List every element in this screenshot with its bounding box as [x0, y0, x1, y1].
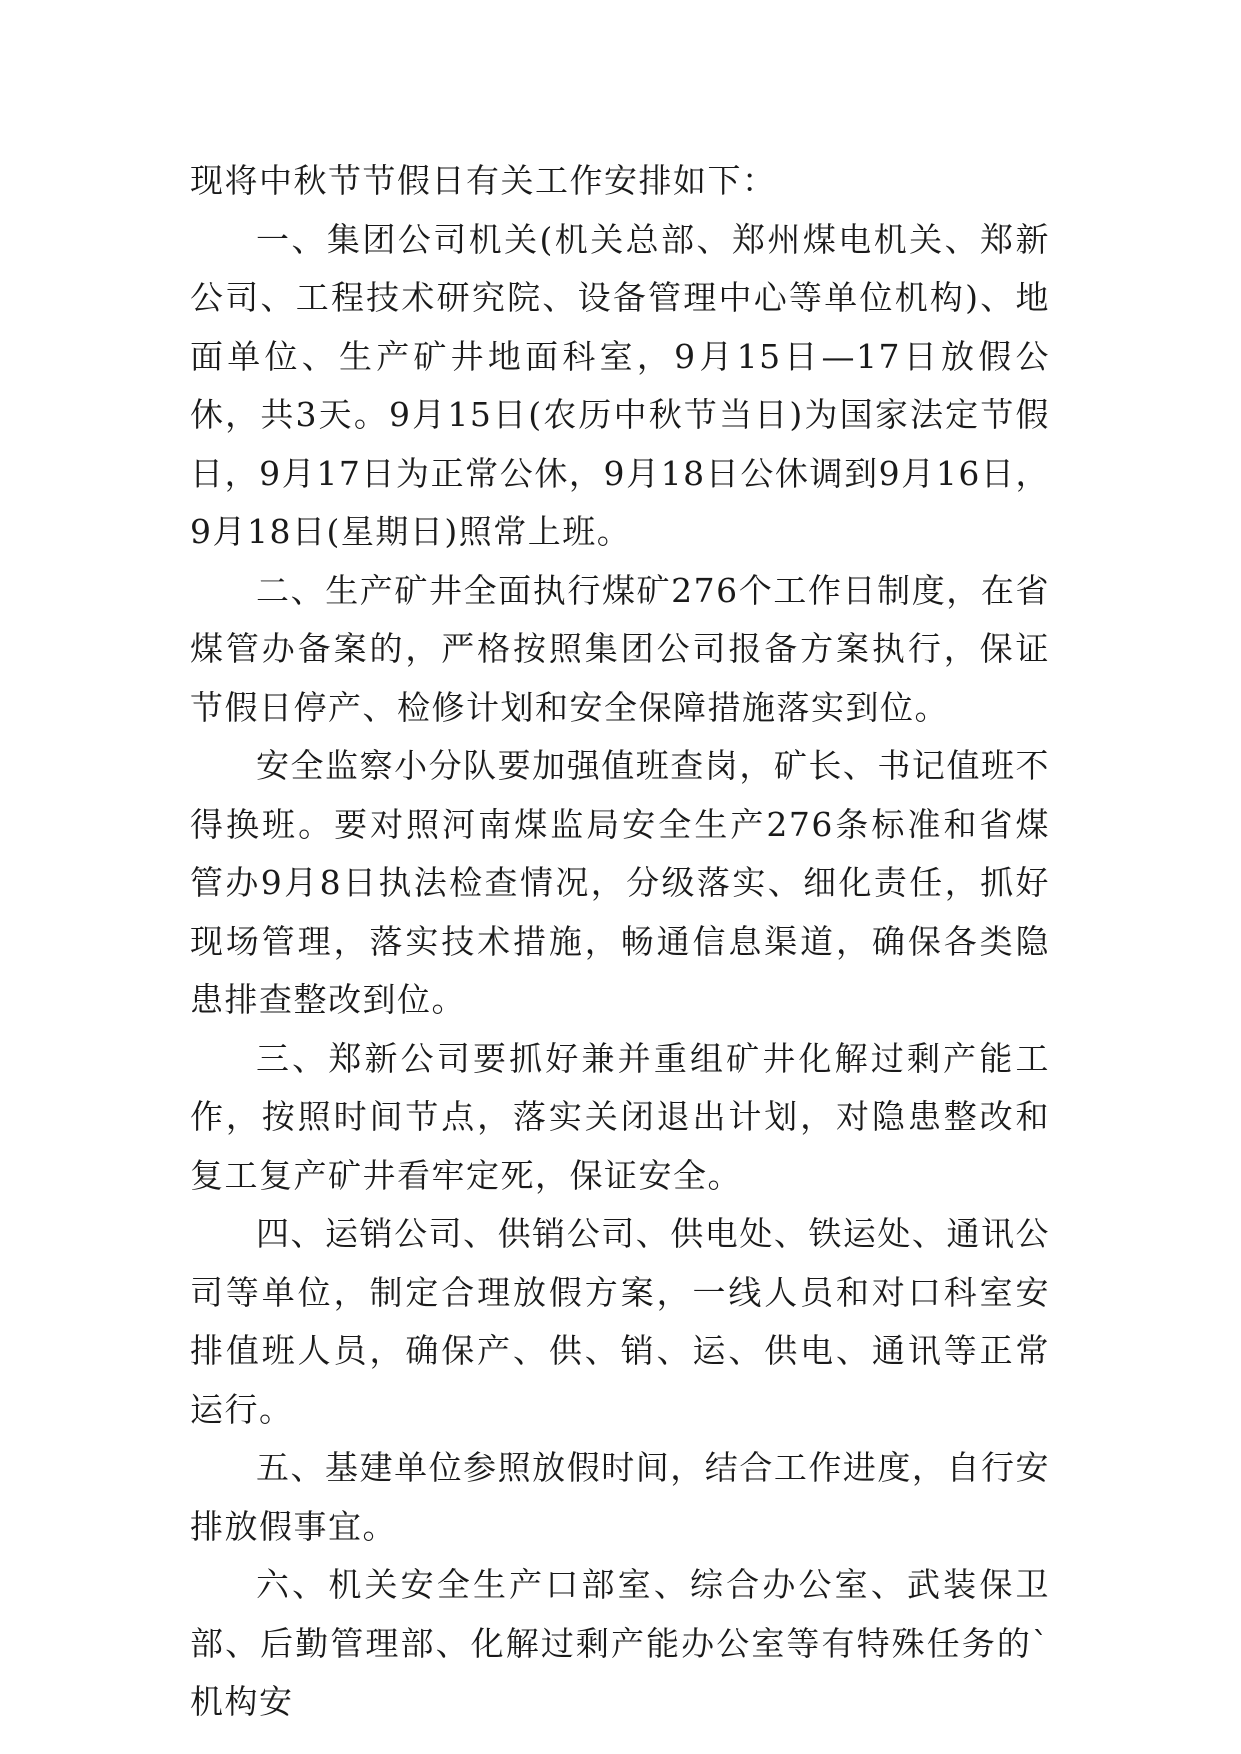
document-body	[190, 152, 1050, 1732]
section-5-paragraph: 五、基建单位参照放假时间，结合工作进度，自行安排放假事宜。	[190, 1448, 1050, 1546]
section-2-paragraph: 二、生产矿井全面执行煤矿276个工作日制度，在省煤管办备案的，严格按照集团公司报备方案执行，保证节假日停产、检修计划和安全保障措施落实到位。	[190, 570, 1050, 727]
section-6-paragraph: 六、机关安全生产口部室、综合办公室、武装保卫部、后勤管理部、化解过剩产能办公室等有特殊任务的`机构安	[190, 1565, 1050, 1721]
safety-inspection-paragraph: 安全监察小分队要加强值班查岗，矿长、书记值班不得换班。要对照河南煤监局安全生产276条标准和省煤管办9月8日执法检查情况，分级落实、细化责任，抓好现场管理，落实技术措施，畅通信息渠道，确保各类隐患排查整改到位。	[190, 746, 1050, 1019]
section-1-paragraph: 一、集团公司机关(机关总部、郑州煤电机关、郑新公司、工程技术研究院、设备管理中心等单位机构)、地面单位、生产矿井地面科室，9月15日—17日放假公休，共3天。9月15日(农历中秋节当日)为国家法定节假日，9月17日为正常公休，9月18日公休调到9月16日，9月18日(星期日)照常上班。	[190, 219, 1050, 551]
section-4-paragraph: 四、运销公司、供销公司、供电处、铁运处、通讯公司等单位，制定合理放假方案，一线人员和对口科室安排值班人员，确保产、供、销、运、供电、通讯等正常运行。	[190, 1214, 1050, 1429]
section-3-paragraph: 三、郑新公司要抓好兼并重组矿井化解过剩产能工作，按照时间节点，落实关闭退出计划，对隐患整改和复工复产矿井看牢定死，保证安全。	[190, 1038, 1050, 1195]
intro-paragraph: 现将中秋节节假日有关工作安排如下：	[190, 161, 777, 200]
